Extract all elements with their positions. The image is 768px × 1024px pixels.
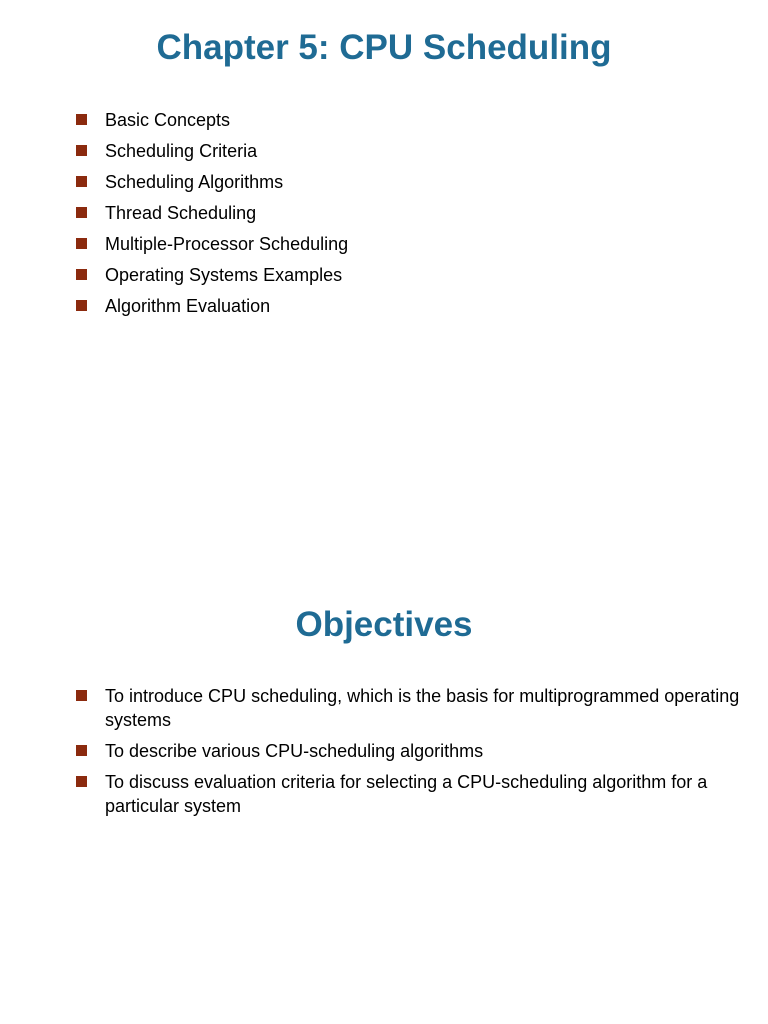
list-item [76,739,756,763]
list-item [76,108,348,139]
slide-title: Chapter 5: CPU Scheduling [156,28,612,67]
list-item [76,770,756,818]
square-bullet-icon [76,745,87,756]
list-item [76,139,348,170]
list-item [76,684,756,732]
square-bullet-icon [76,114,87,125]
list-item [76,263,348,294]
list-item-text: Basic Concepts [105,110,231,130]
list-item-text: Operating Systems Examples [105,265,343,285]
square-bullet-icon [76,207,87,218]
list-item [76,232,348,263]
list-item-text: To introduce CPU scheduling, which is the basis for multiprogrammed operating systems [105,686,740,730]
list-item-text: Scheduling Algorithms [105,172,284,192]
list-item-text: To describe various CPU-scheduling algorithms [105,741,484,761]
list-item [76,294,348,325]
topic-list [76,108,348,325]
slide-objectives [0,512,768,1024]
list-item [76,170,348,201]
list-item-text: Scheduling Criteria [105,141,258,161]
list-item [76,201,348,232]
list-item-text: Algorithm Evaluation [105,296,271,316]
square-bullet-icon [76,176,87,187]
list-item-text: To discuss evaluation criteria for selecting a CPU-scheduling algorithm for a particular system [105,772,708,816]
square-bullet-icon [76,776,87,787]
list-item-text: Thread Scheduling [105,203,257,223]
square-bullet-icon [76,269,87,280]
square-bullet-icon [76,690,87,701]
slide-title: Objectives [295,605,473,644]
square-bullet-icon [76,300,87,311]
square-bullet-icon [76,145,87,156]
square-bullet-icon [76,238,87,249]
list-item-text: Multiple-Processor Scheduling [105,234,349,254]
objectives-list [76,684,756,825]
